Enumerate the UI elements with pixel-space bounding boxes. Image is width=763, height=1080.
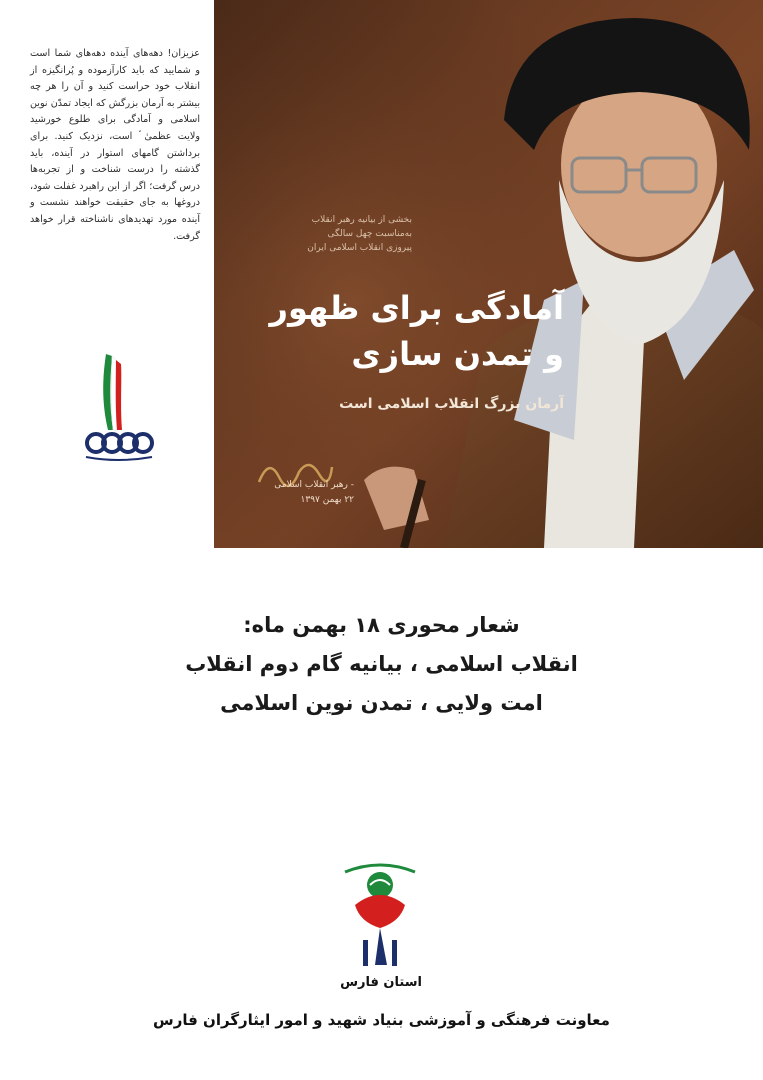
leader-quote: عزیزان! دهه‌های آینده دهه‌های شما است و شمایید که باید کارآزموده و پُرانگیزه از انقلاب خود حراست کنید و آن را هر چه بیشتر به آرمان بزرگش که ایجاد تمدّن نوین اسلامی و آمادگی برای طلوع خورشید ولایت عظمیٰ ؑ است، نزدیک کنید. برای برداشتن گامهای استوار در آینده، باید گذشته را درست شناخت و از تجربه‌ها درس گرفت؛ اگر از این راهبرد غفلت شود، دروغها به جای حقیقت خواهند نشست و آینده مورد تهدیدهای ناشناخته قرار خواهد گرفت. xyxy=(30,48,200,242)
slogan-line-2: انقلاب اسلامی ، بیانیه گام دوم انقلاب xyxy=(185,652,578,676)
signature-caption: - رهبر انقلاب اسلامی ۲۲ بهمن ۱۳۹۷ xyxy=(274,480,354,505)
bonyad-shahid-logo xyxy=(325,860,435,975)
slogan-block xyxy=(100,606,663,723)
province-label: استان فارس xyxy=(340,975,422,990)
poster-subtitle: بخشی از بیانیه رهبر انقلاب به‌مناسبت چهل سالگی پیروزی انقلاب اسلامی ایران xyxy=(307,215,412,253)
poster-image xyxy=(214,0,763,548)
slogan-line-1: شعار محوری ۱۸ بهمن ماه: xyxy=(243,613,520,637)
footer-organization: معاونت فرهنگی و آموزشی بنیاد شهید و امور ایثارگران فارس xyxy=(153,1011,610,1029)
poster-tagline: آرمان بزرگ انقلاب اسلامی است xyxy=(339,396,564,412)
slogan-line-3: امت ولایی ، تمدن نوین اسلامی xyxy=(220,691,543,715)
iran-flag-40-90-logo xyxy=(82,350,156,465)
poster-title: آمادگی برای ظهور و تمدن سازی xyxy=(269,289,564,373)
left-column xyxy=(0,0,214,548)
anniversary-logo xyxy=(82,350,156,465)
